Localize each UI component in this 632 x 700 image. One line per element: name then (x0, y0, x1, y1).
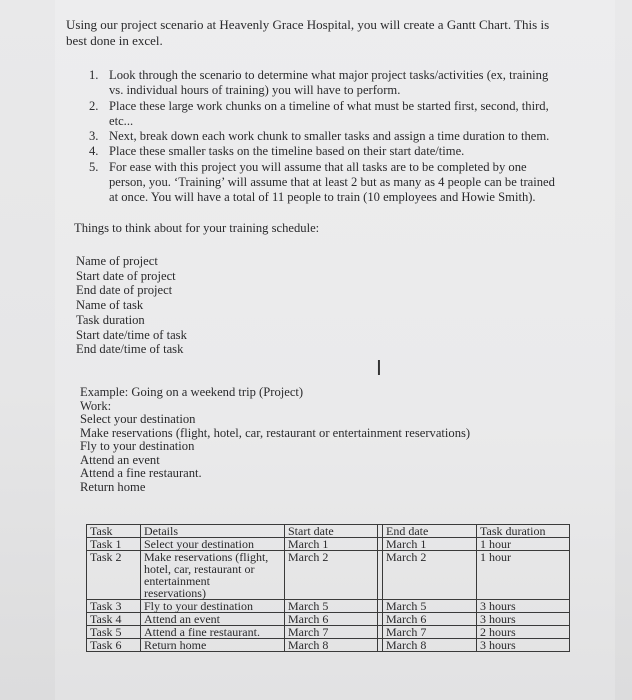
example-item: Fly to your destination (80, 439, 195, 453)
table-row (87, 639, 570, 652)
table-row (87, 613, 570, 626)
intro-line: Using our project scenario at Heavenly Grace Hospital, you will create a Gantt Chart. This is (66, 17, 550, 32)
cell-duration: 2 hours (480, 625, 516, 639)
cell-task: Task 4 (90, 612, 122, 626)
step-number: 5. (89, 159, 99, 174)
cell-end-date: March 8 (386, 638, 427, 652)
cell-details: Attend an event (144, 612, 220, 626)
table-row (87, 626, 570, 639)
header-details: Details (144, 524, 178, 538)
field-item: Name of project (76, 254, 158, 268)
cell-task: Task 2 (90, 550, 122, 564)
field-item: Start date of project (76, 268, 176, 283)
step-item (80, 99, 600, 130)
cell-end-date: March 2 (386, 550, 427, 564)
cell-duration: 3 hours (480, 599, 516, 613)
step-number: 2. (89, 98, 99, 113)
step-line: For ease with this project you will assume that all tasks are to be completed by one (109, 159, 527, 174)
cell-end-date: March 7 (386, 625, 427, 639)
text-cursor-icon: I (376, 356, 382, 380)
example-item: Make reservations (flight, hotel, car, restaurant or entertainment reservations) (80, 425, 471, 440)
cell-details: hotel, car, restaurant or (144, 562, 255, 576)
cell-details: Fly to your destination (144, 599, 253, 613)
example-item: Attend an event (80, 452, 160, 467)
step-item (80, 68, 600, 99)
step-item (80, 144, 600, 159)
step-line-text: vs. individual hours of training) you will have to perform. (109, 83, 401, 98)
step-line: Place these smaller tasks on the timeline based on their start date/time. (109, 144, 465, 159)
intro-paragraph (66, 17, 606, 49)
cell-details: Select your destination (144, 537, 254, 551)
step-line: Next, break down each work chunk to smaller tasks and assign a time duration to them. (109, 129, 550, 144)
cell-task: Task 6 (90, 638, 122, 652)
step-number: 4. (89, 144, 99, 159)
example-title: Example: Going on a weekend trip (Project) (80, 385, 304, 399)
field-item: Start date/time of task (76, 327, 187, 342)
step-line: person, you. ‘Training’ will assume that at least 2 but as many as 4 people can be trained (109, 175, 555, 190)
cell-details: Return home (144, 638, 207, 652)
step-line: Place these large work chunks on a timeline of what must be started first, second, third, (109, 98, 549, 113)
step-number: 3. (89, 129, 99, 144)
cell-duration: 3 hours (480, 638, 516, 652)
intro-line: best done in excel. (66, 33, 163, 48)
header-start-date: Start date (288, 524, 334, 538)
field-item: End date/time of task (76, 342, 184, 357)
step-number: 1. (89, 68, 99, 82)
cell-start-date: March 5 (288, 599, 329, 613)
cell-start-date: March 1 (288, 537, 329, 551)
header-end-date: End date (386, 524, 429, 538)
cell-start-date: March 6 (288, 612, 329, 626)
header-task-duration: Task duration (480, 524, 546, 538)
cell-start-date: March 8 (288, 638, 329, 652)
cell-details: Attend a fine restaurant. (144, 625, 260, 639)
table-header-row (87, 525, 570, 538)
cell-start-date: March 2 (288, 550, 329, 564)
example-section (80, 386, 470, 494)
field-item: Task duration (76, 312, 145, 327)
step-item (80, 129, 600, 144)
field-item: End date of project (76, 283, 173, 298)
cell-duration: 1 hour (480, 537, 511, 551)
step-line: etc... (109, 113, 134, 128)
table-row (87, 551, 570, 600)
example-item: Work: (80, 398, 112, 413)
example-item: Return home (80, 479, 146, 494)
cell-task: Task 5 (90, 625, 122, 639)
table-row (87, 538, 570, 551)
step-line: at once. You will have a total of 11 people to train (10 employees and Howie Smith). (109, 190, 536, 205)
cell-task: Task 3 (90, 599, 122, 613)
example-item: Attend a fine restaurant. (80, 466, 202, 480)
cell-end-date: March 6 (386, 612, 427, 626)
instruction-steps (80, 68, 600, 206)
step-line (109, 83, 600, 98)
header-task: Task (90, 524, 113, 538)
step-item (80, 160, 600, 206)
table-row (87, 600, 570, 613)
cell-end-date: March 1 (386, 537, 427, 551)
example-item: Select your destination (80, 412, 196, 426)
cell-details: entertainment (144, 574, 210, 588)
things-heading: Things to think about for your training schedule: (74, 221, 320, 235)
cell-details: reservations) (144, 586, 206, 600)
cell-duration: 1 hour (480, 550, 511, 564)
step-line: Look through the scenario to determine what major project tasks/activities (ex, training (109, 68, 549, 82)
cell-end-date: March 5 (386, 599, 427, 613)
cell-task: Task 1 (90, 537, 122, 551)
cell-start-date: March 7 (288, 625, 329, 639)
gantt-table (86, 524, 570, 652)
cell-duration: 3 hours (480, 612, 516, 626)
schedule-fields-list (76, 254, 187, 357)
cell-details: Make reservations (flight, (144, 550, 269, 564)
field-item: Name of task (76, 298, 144, 313)
